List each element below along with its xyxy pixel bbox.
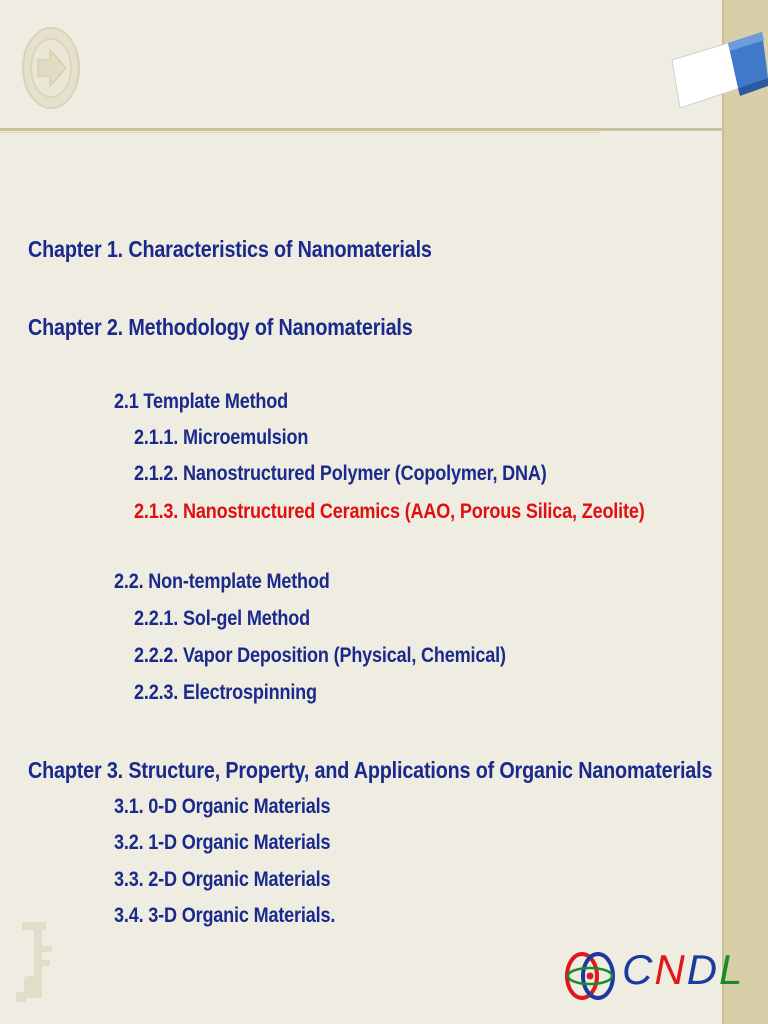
next-arrow-icon[interactable] (20, 18, 82, 118)
logo-letter-d: D (686, 946, 720, 993)
section-3-1: 3.1. 0-D Organic Materials (114, 795, 331, 818)
section-2-1-3-highlighted: 2.1.3. Nanostructured Ceramics (AAO, Porous Silica, Zeolite) (134, 500, 645, 523)
key-icon (14, 918, 58, 1008)
cndl-logo-icon (562, 946, 620, 1004)
cndl-logo (562, 942, 745, 1004)
right-decorative-bar (722, 0, 768, 1024)
logo-letter-l: L (719, 946, 745, 993)
section-2-2: 2.2. Non-template Method (114, 570, 330, 593)
section-3-2: 3.2. 1-D Organic Materials (114, 831, 331, 854)
header-divider-thin (0, 132, 600, 133)
section-2-1-2: 2.1.2. Nanostructured Polymer (Copolymer, DNA) (134, 462, 547, 485)
header-divider (0, 128, 724, 131)
section-2-2-2: 2.2.2. Vapor Deposition (Physical, Chemical) (134, 644, 506, 667)
logo-letter-n: N (654, 946, 687, 993)
section-2-1-1: 2.1.1. Microemulsion (134, 426, 309, 449)
section-2-2-1: 2.2.1. Sol-gel Method (134, 607, 311, 630)
chapter-1-heading: Chapter 1. Characteristics of Nanomaterials (28, 236, 432, 262)
logo-letter-c: C (622, 946, 655, 993)
section-2-2-3: 2.2.3. Electrospinning (134, 681, 317, 704)
chapter-3-heading: Chapter 3. Structure, Property, and Applications of Organic Nanomaterials (28, 757, 713, 783)
chapter-2-heading: Chapter 2. Methodology of Nanomaterials (28, 314, 413, 340)
section-3-3: 3.3. 2-D Organic Materials (114, 868, 331, 891)
eraser-icon (668, 26, 768, 112)
cndl-logo-text (622, 946, 744, 994)
section-2-1: 2.1 Template Method (114, 390, 289, 413)
section-3-4: 3.4. 3-D Organic Materials. (114, 904, 336, 927)
